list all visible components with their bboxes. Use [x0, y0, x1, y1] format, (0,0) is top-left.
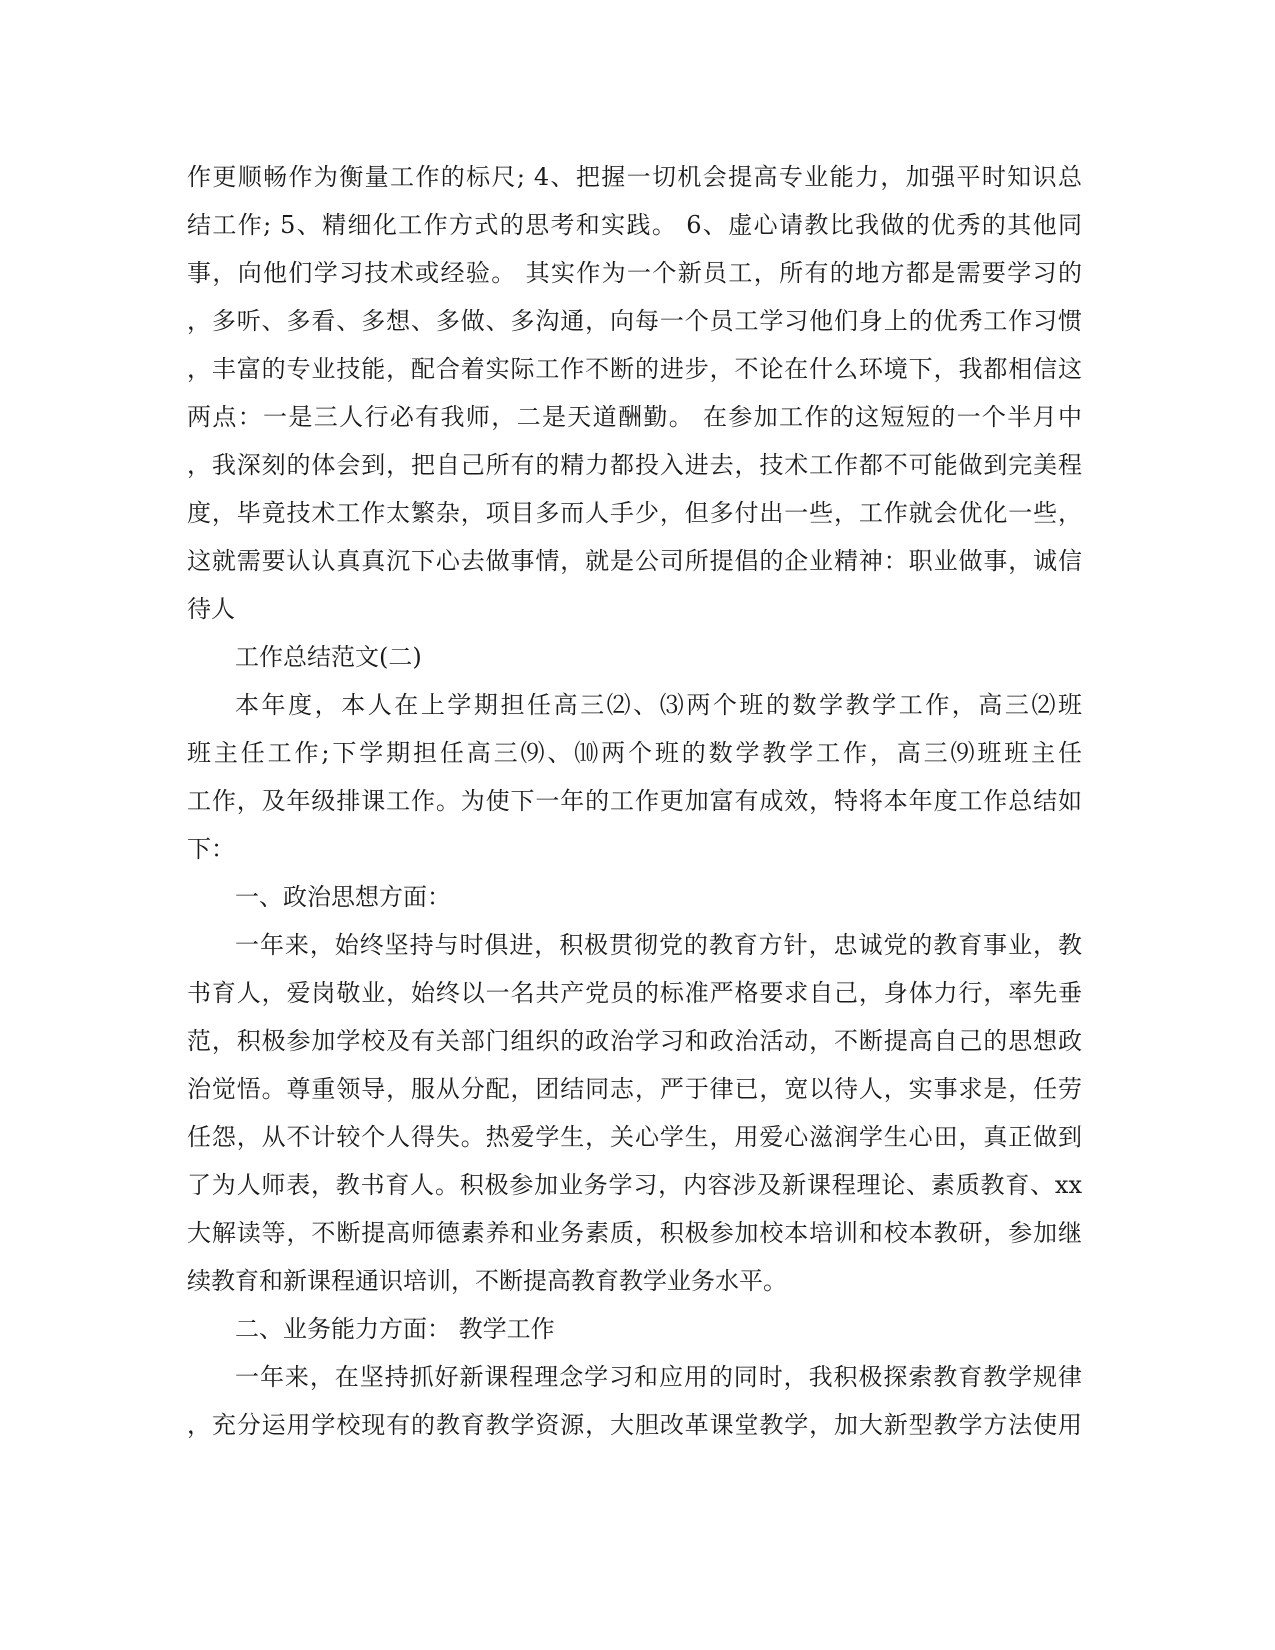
text-line: ，多听、多看、多想、多做、多沟通，向每一个员工学习他们身上的优秀工作习惯 [187, 307, 1082, 335]
text-line: 书育人，爱岗敬业，始终以一名共产党员的标准严格要求自己，身体力行，率先垂 [187, 979, 1082, 1007]
text-line: 作更顺畅作为衡量工作的标尺; 4、把握一切机会提高专业能力，加强平时知识总 [187, 163, 1082, 191]
section-heading: 工作总结范文(二) [235, 643, 422, 671]
text-line: 待人 [187, 595, 235, 623]
text-line: 班主任工作;下学期担任高三⑼、⑽两个班的数学教学工作，高三⑼班班主任 [187, 739, 1082, 767]
text-line: ，充分运用学校现有的教育教学资源，大胆改革课堂教学，加大新型教学方法使用 [187, 1411, 1082, 1439]
text-line: 任怨，从不计较个人得失。热爱学生，关心学生，用爱心滋润学生心田，真正做到 [187, 1123, 1082, 1151]
text-line: 本年度，本人在上学期担任高三⑵、⑶两个班的数学教学工作，高三⑵班 [235, 691, 1082, 719]
text-line: 这就需要认认真真沉下心去做事情，就是公司所提倡的企业精神：职业做事，诚信 [187, 547, 1082, 575]
text-line: 下： [187, 835, 235, 863]
text-line: 两点：一是三人行必有我师，二是天道酬勤。 在参加工作的这短短的一个半月中 [187, 403, 1082, 431]
text-line: 一年来，始终坚持与时俱进，积极贯彻党的教育方针，忠诚党的教育事业，教 [235, 931, 1082, 959]
text-line: 事，向他们学习技术或经验。 其实作为一个新员工，所有的地方都是需要学习的 [187, 259, 1082, 287]
text-line: 结工作; 5、精细化工作方式的思考和实践。 6、虚心请教比我做的优秀的其他同 [187, 211, 1082, 239]
text-line: 一年来，在坚持抓好新课程理念学习和应用的同时，我积极探索教育教学规律 [235, 1363, 1082, 1391]
text-line: 续教育和新课程通识培训，不断提高教育教学业务水平。 [187, 1267, 787, 1295]
text-line: ，丰富的专业技能，配合着实际工作不断的进步，不论在什么环境下，我都相信这 [187, 355, 1082, 383]
text-line: 工作，及年级排课工作。为使下一年的工作更加富有成效，特将本年度工作总结如 [187, 787, 1082, 815]
section-heading: 二、业务能力方面： 教学工作 [235, 1315, 555, 1343]
text-line: 度，毕竟技术工作太繁杂，项目多而人手少，但多付出一些，工作就会优化一些， [187, 499, 1082, 527]
text-line: ，我深刻的体会到，把自己所有的精力都投入进去，技术工作都不可能做到完美程 [187, 451, 1082, 479]
text-line: 治觉悟。尊重领导，服从分配，团结同志，严于律已，宽以待人，实事求是，任劳 [187, 1075, 1082, 1103]
text-line: 了为人师表，教书育人。积极参加业务学习，内容涉及新课程理论、素质教育、xx [187, 1171, 1082, 1199]
section-heading: 一、政治思想方面： [235, 883, 451, 911]
document-body [187, 153, 1082, 1449]
text-line: 大解读等，不断提高师德素养和业务素质，积极参加校本培训和校本教研，参加继 [187, 1219, 1082, 1247]
text-line: 范，积极参加学校及有关部门组织的政治学习和政治活动，不断提高自己的思想政 [187, 1027, 1082, 1055]
